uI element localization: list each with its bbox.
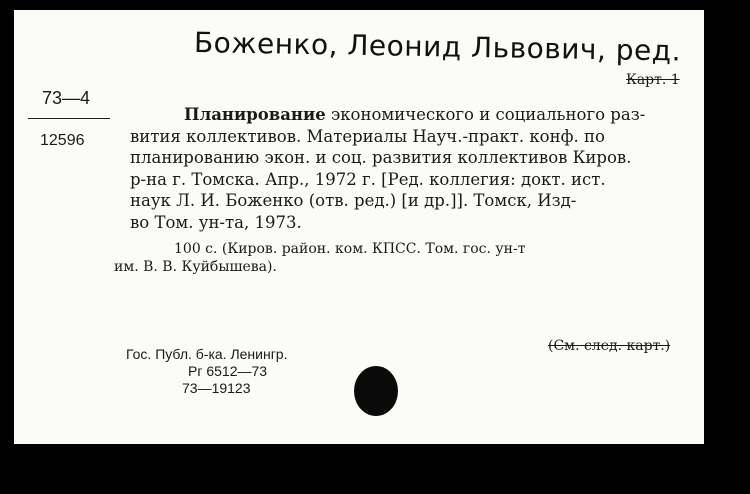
description-line-2: вития коллективов. Материалы Науч.-практ. конф. по — [130, 126, 605, 146]
description-line-3: планированию экон. и соц. развития коллективов Киров. — [130, 148, 632, 167]
library-line-1: Гос. Публ. б-ка. Ленингр. — [126, 346, 288, 362]
call-number-divider — [28, 118, 110, 119]
series-note — [114, 240, 525, 276]
title-bold: Планирование — [184, 105, 326, 124]
bibliographic-description — [130, 104, 690, 233]
punch-hole — [354, 366, 398, 416]
library-line-2: Рг 6512—73 — [188, 363, 268, 379]
call-number-bottom: 12596 — [40, 132, 85, 149]
library-line-3: 73—19123 — [182, 380, 251, 396]
see-next-card-struck: (См. след. карт.) — [548, 338, 671, 354]
library-stamp — [126, 346, 288, 397]
series-line-2: им. В. В. Куйбышева). — [114, 259, 277, 275]
handwritten-heading: Боженко, Леонид Львович, ред. — [193, 26, 682, 68]
series-line-1: 100 с. (Киров. район. ком. КПСС. Том. гос. ун-т — [174, 241, 526, 257]
catalog-card — [14, 10, 704, 444]
description-line-5: наук Л. И. Боженко (отв. ред.) [и др.]]. Томск, Изд- — [130, 191, 577, 210]
card-number-struck: Карт. 1 — [626, 72, 680, 88]
call-number-top: 73—4 — [42, 88, 91, 108]
description-line-1: Планирование экономического и социального раз- — [184, 105, 646, 124]
description-line-6: во Том. ун-та, 1973. — [130, 212, 302, 232]
description-line-4: р-на г. Томска. Апр., 1972 г. [Ред. коллегия: докт. ист. — [130, 169, 606, 189]
